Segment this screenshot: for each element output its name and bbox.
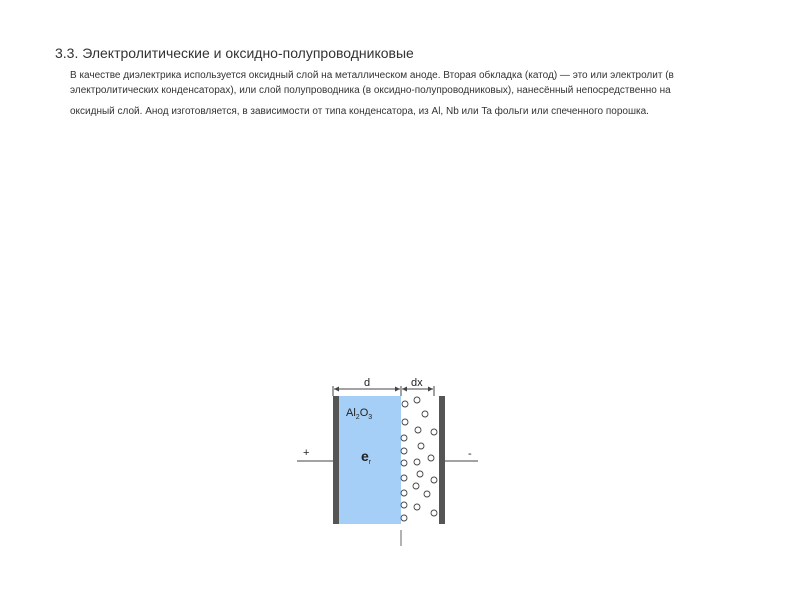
eps-symbol: e — [361, 448, 369, 464]
dimension-dx — [402, 377, 434, 396]
oxide-base: Al — [346, 407, 356, 419]
oxide-sub-2: 3 — [368, 414, 373, 421]
oxide-sub-1: 2 — [355, 414, 360, 421]
label-d: d — [364, 377, 371, 389]
eps-subscript: r — [368, 459, 372, 466]
paragraph-line-2: электролитических конденсаторах), или слой полупроводника (в оксидно-полупроводниковых), нанесённый непосредственно на — [70, 85, 671, 96]
anode-plate — [333, 396, 339, 524]
plus-terminal: + — [303, 447, 310, 459]
paragraph-line-3: оксидный слой. Анод изготовляется, в зависимости от типа конденсатора, из Al, Nb или Ta фольги или спеченного порошка. — [70, 106, 649, 117]
oxide-mid: O — [359, 407, 369, 419]
section-title: 3.3. Электролитические и оксидно-полупроводниковые — [55, 45, 414, 61]
paragraph-line-1: В качестве диэлектрика используется оксидный слой на металлическом аноде. Вторая обкладка (катод) — это или электролит (в — [70, 70, 674, 81]
cathode-plate — [439, 396, 445, 524]
electrolyte-particles — [401, 397, 437, 521]
minus-terminal: - — [468, 448, 472, 460]
dimension-d — [333, 377, 401, 396]
label-dx: dx — [411, 377, 423, 389]
